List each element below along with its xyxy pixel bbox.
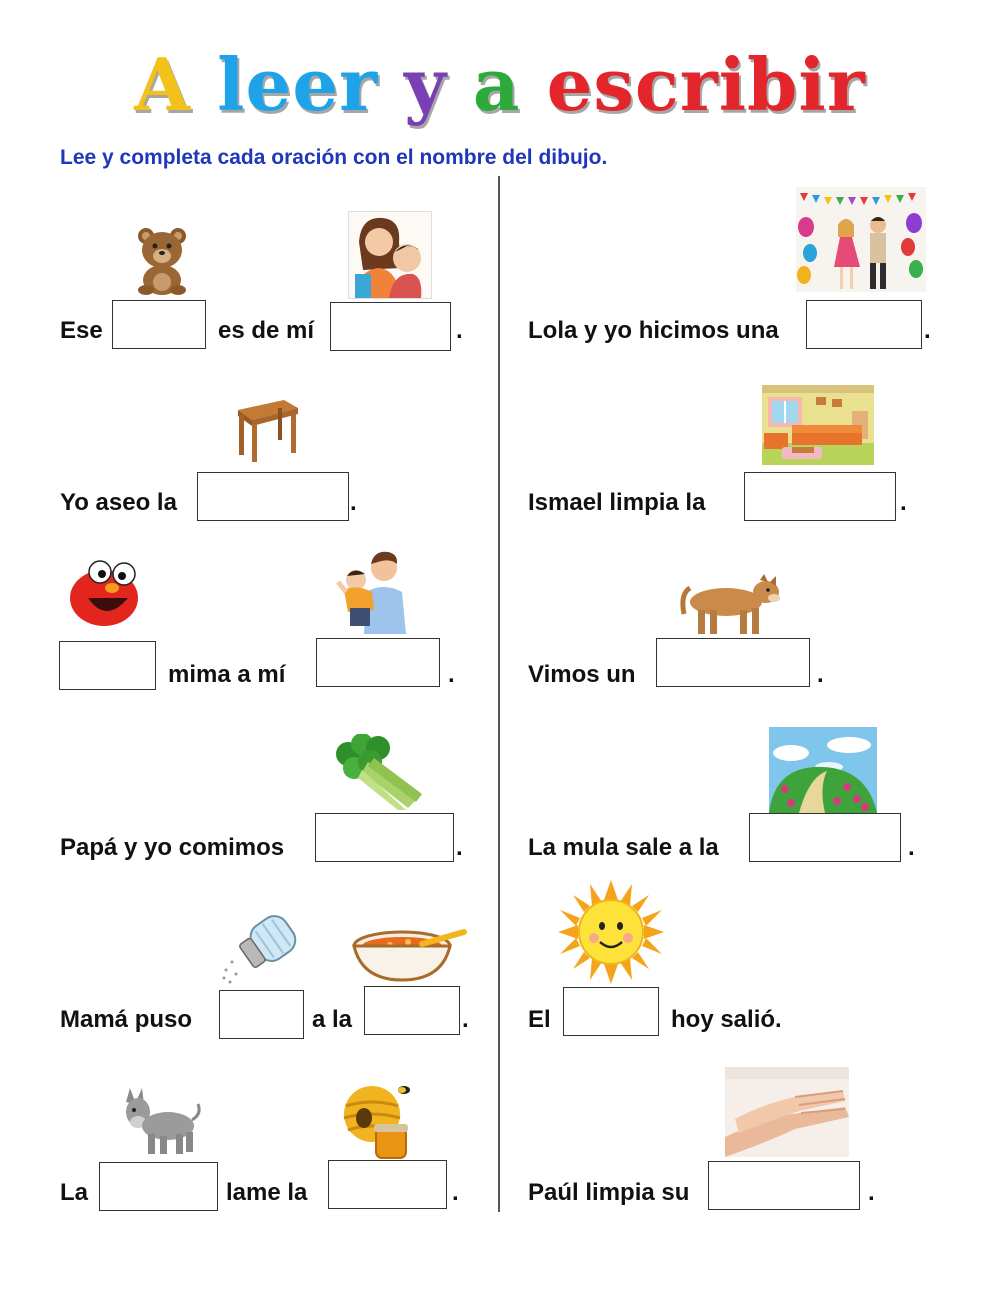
sentence-period: . (868, 1179, 875, 1206)
mother-baby-image (348, 211, 432, 299)
honey-pot-icon (342, 1082, 416, 1160)
worksheet-title (0, 40, 1000, 130)
sentence-period: . (452, 1179, 459, 1206)
sentence-period: . (462, 1006, 469, 1033)
answer-box[interactable] (749, 813, 901, 862)
answer-box[interactable] (708, 1161, 860, 1210)
answer-box[interactable] (315, 813, 454, 862)
sentence-text: lame la (226, 1179, 308, 1206)
sentence-text: La mula sale a la (528, 834, 719, 861)
title-word-a: A (134, 42, 192, 127)
sentence-period: . (456, 317, 463, 344)
instruction-text: Lee y completa cada oración con el nombre del dibujo. (60, 146, 608, 169)
sun-icon (558, 880, 664, 984)
sentence-text: hoy salió. (671, 1006, 782, 1033)
living-room-image (762, 385, 874, 465)
title-word-leer: leer (217, 42, 379, 127)
hands-image (725, 1067, 849, 1157)
sentence-text: Ismael limpia la (528, 489, 706, 516)
party-image (796, 187, 926, 292)
sentence-text: Paúl limpia su (528, 1179, 690, 1206)
sentence-period: . (350, 489, 357, 516)
puma-icon (680, 574, 784, 636)
answer-box[interactable] (656, 638, 810, 687)
sentence-period: . (448, 661, 455, 688)
answer-box[interactable] (364, 986, 460, 1035)
answer-box[interactable] (59, 641, 156, 690)
sentence-text: Papá y yo comimos (60, 834, 285, 861)
sentence-period: . (908, 834, 915, 861)
column-divider (498, 176, 500, 1212)
title-word-escribir: escribir (546, 42, 866, 127)
sentence-text: Vimos un (528, 661, 636, 688)
answer-box[interactable] (563, 987, 659, 1036)
answer-box[interactable] (316, 638, 440, 687)
donkey-icon (118, 1086, 202, 1156)
answer-box[interactable] (99, 1162, 218, 1211)
sentence-text: El (528, 1006, 551, 1033)
answer-box[interactable] (112, 300, 206, 349)
answer-box[interactable] (330, 302, 451, 351)
sentence-text: Lola y yo hicimos una (528, 317, 779, 344)
sentence-period: . (817, 661, 824, 688)
answer-box[interactable] (744, 472, 896, 521)
sentence-period: . (924, 317, 931, 344)
sentence-text: Ese (60, 317, 103, 344)
red-muppet-icon (66, 558, 144, 628)
answer-box[interactable] (197, 472, 349, 521)
sentence-text: La (60, 1179, 89, 1206)
salt-shaker-icon (218, 912, 306, 984)
answer-box[interactable] (219, 990, 304, 1039)
sentence-text: a la (312, 1006, 353, 1033)
sentence-period: . (456, 834, 463, 861)
sentence-text: es de mí (218, 317, 315, 344)
answer-box[interactable] (328, 1160, 447, 1209)
title-word-y: y (404, 42, 447, 127)
answer-box[interactable] (806, 300, 922, 349)
title-word-a2: a (472, 42, 521, 127)
father-son-image (334, 548, 410, 634)
teddy-bear-icon (132, 224, 192, 296)
table-icon (234, 398, 300, 464)
sentence-text: Yo aseo la (60, 489, 177, 516)
celery-icon (334, 734, 426, 812)
sentence-period: . (900, 489, 907, 516)
hill-image (769, 727, 877, 813)
soup-bowl-icon (352, 928, 472, 986)
sentence-text: Mamá puso (60, 1006, 193, 1033)
sentence-text: mima a mí (168, 661, 286, 688)
